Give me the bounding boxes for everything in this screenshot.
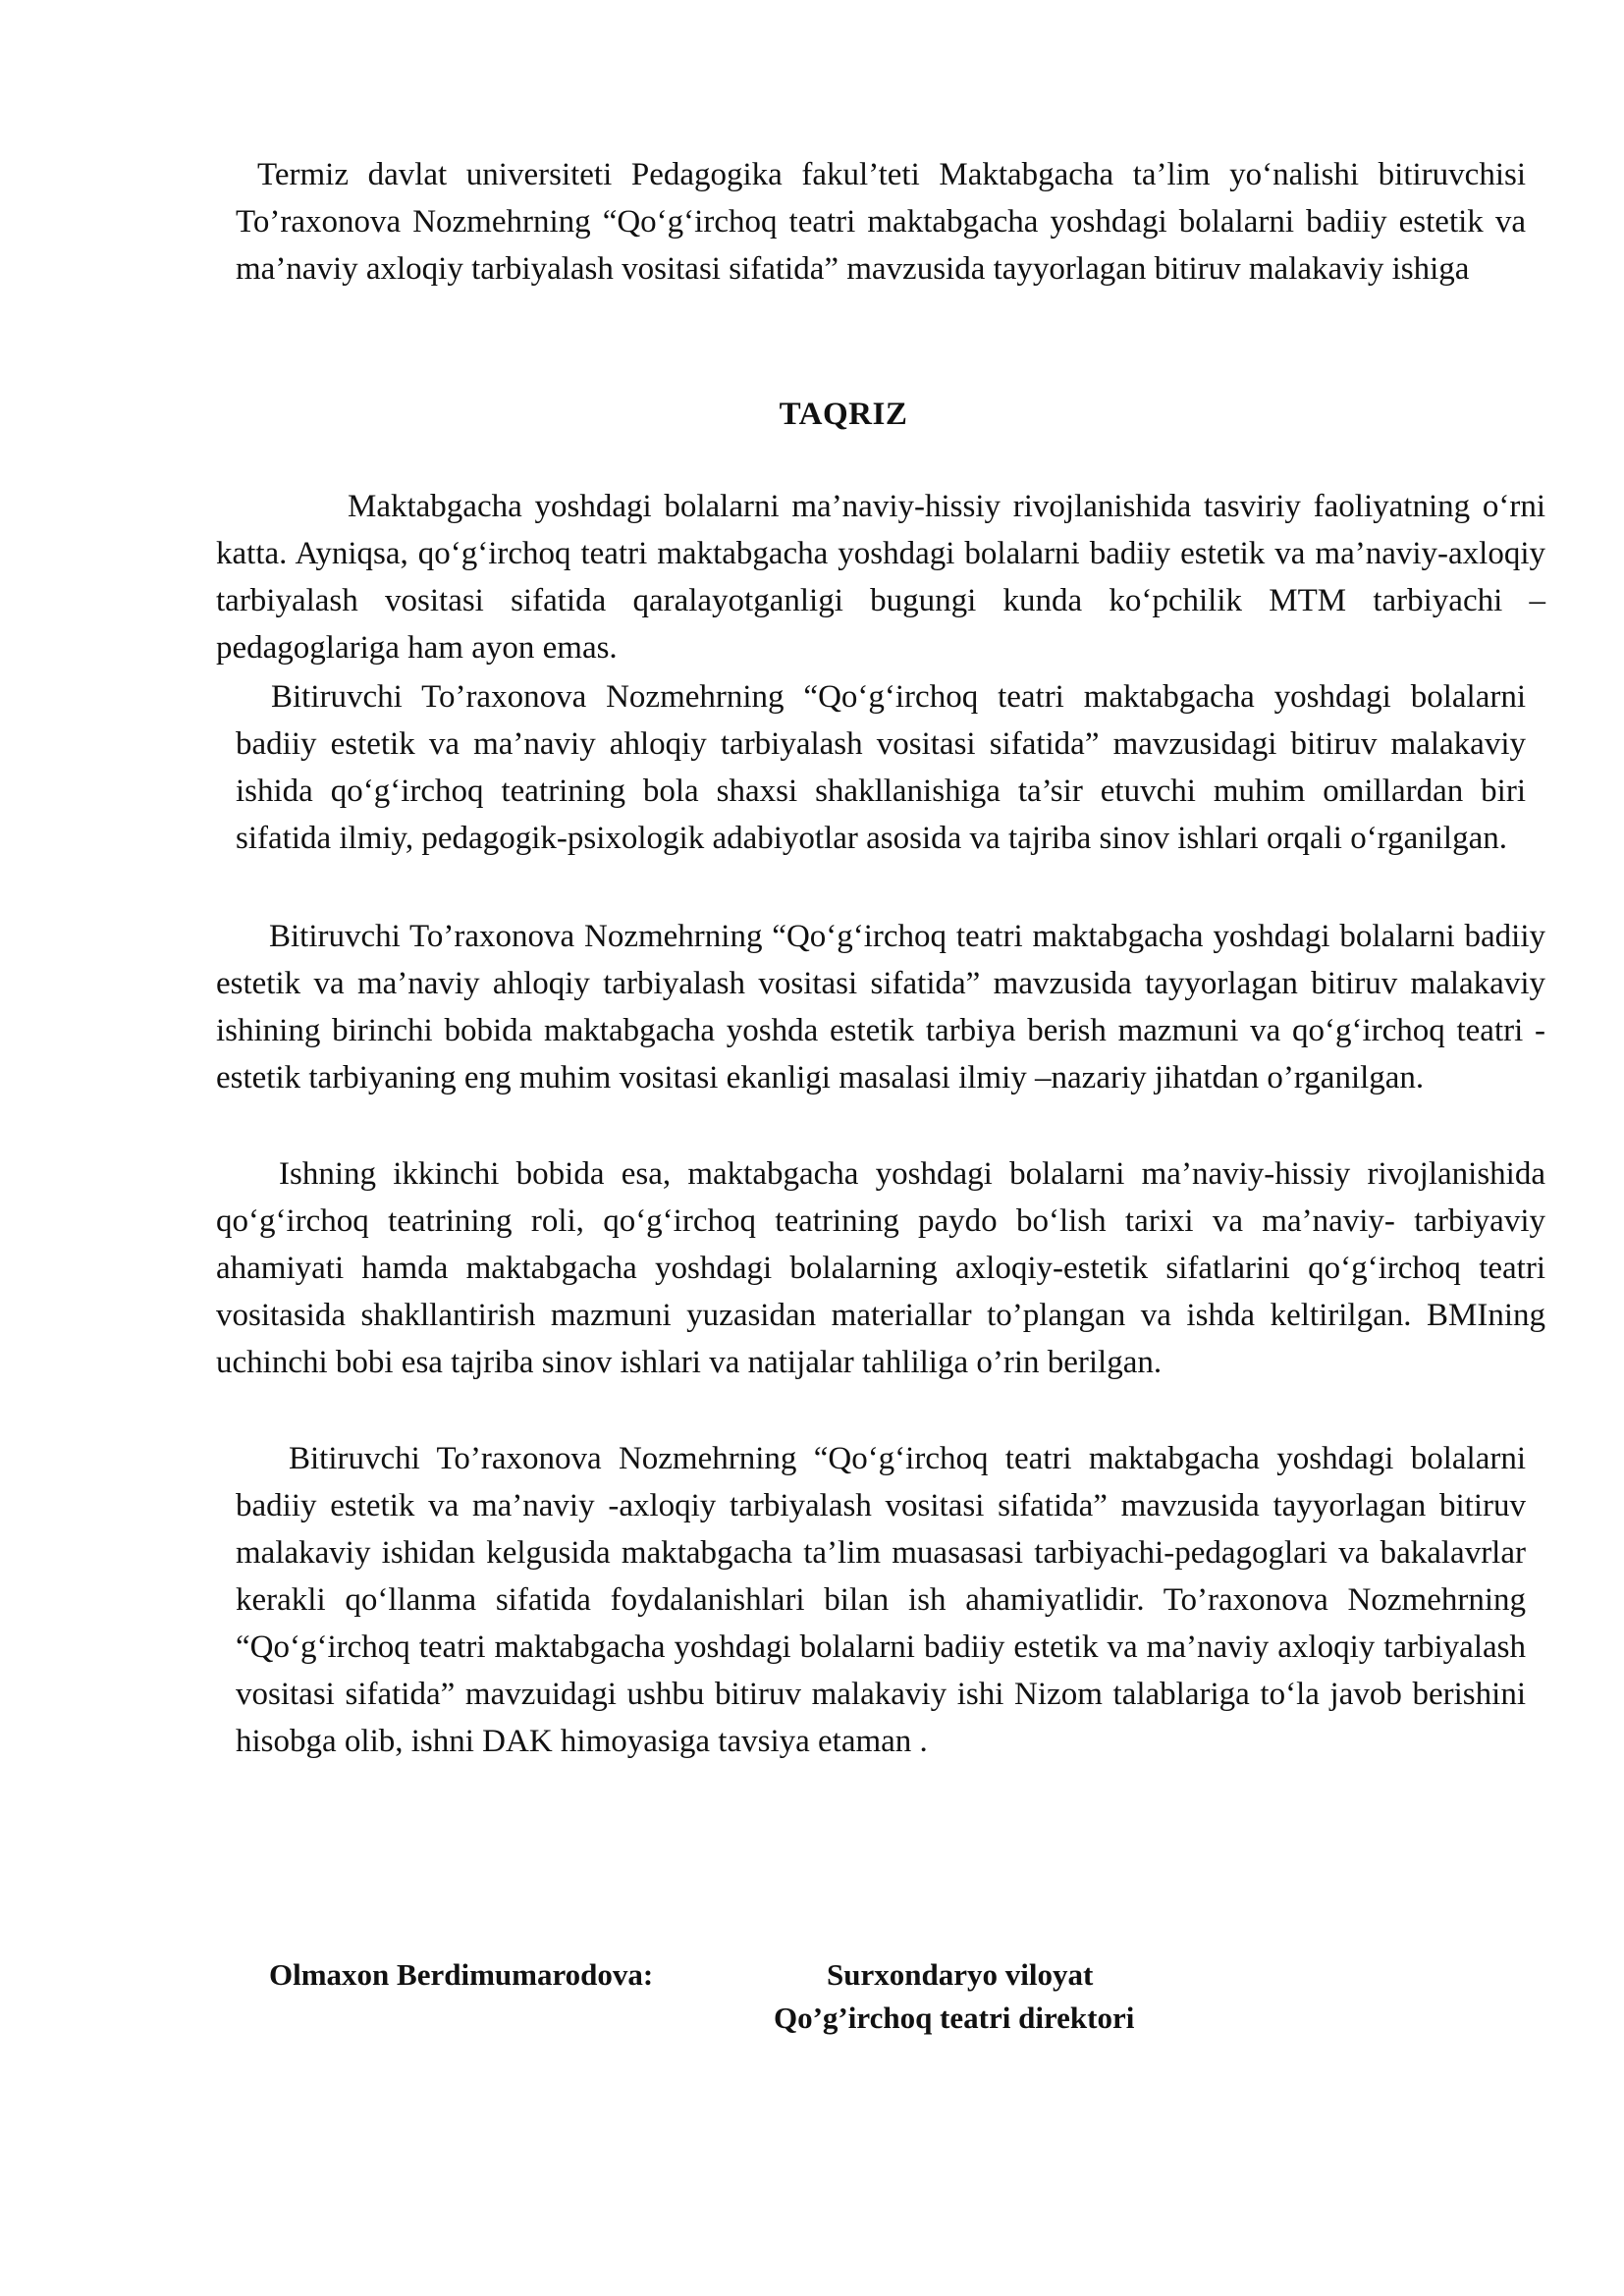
signatory-name: Olmaxon Berdimumarodova: [269,1957,654,1992]
signatory-organization-line-1: Surxondaryo viloyat [827,1957,1094,1992]
body-paragraph-4: Ishning ikkinchi bobida esa, maktabgacha yoshdagi bolalarni ma’naviy-hissiy rivojlanishida qo‘g‘irchoq teatrining roli, qo‘g‘irchoq teatrining paydo bo‘lish tarixi va ma’naviy- tarbiyaviy ahamiyati hamda maktabgacha yoshdagi bolalarning axloqiy-estetik sifatlarini qo‘g‘irchoq teatri vositasida shakllantirish mazmuni yuzasidan materiallar to’plangan va ishda keltirilgan. BMIning uchinchi bobi esa tajriba sinov ishlari va natijalar tahliliga o’rin berilgan. [216,1156,1545,1380]
intro-paragraph: Termiz davlat universiteti Pedagogika fakul’teti Maktabgacha ta’lim yo‘nalishi bitiruvchisi To’raxonova Nozmehrning “Qo‘g‘irchoq teatri maktabgacha yoshdagi bolalarni badiiy estetik va ma’naviy axloqiy tarbiyalash vositasi sifatida” mavzusida tayyorlagan bitiruv malakaviy ishiga [236,157,1526,287]
document-title: TAQRIZ [779,397,908,432]
body-paragraph-1: Maktabgacha yoshdagi bolalarni ma’naviy-hissiy rivojlanishida tasviriy faoliyatning o‘rni katta. Ayniqsa, qo‘g‘irchoq teatri maktabgacha yoshdagi bolalarni badiiy estetik va ma’naviy-axloqiy tarbiyalash vositasi sifatida qaralayotganligi bugungi kunda ko‘pchilik MTM tarbiyachi –pedagoglariga ham ayon emas. [216,489,1545,666]
body-paragraph-5: Bitiruvchi To’raxonova Nozmehrning “Qo‘g‘irchoq teatri maktabgacha yoshdagi bolalarni badiiy estetik va ma’naviy -axloqiy tarbiyalash vositasi sifatida” mavzusida tayyorlagan bitiruv malakaviy ishidan kelgusida maktabgacha ta’lim muasasasi tarbiyachi-pedagoglari va bakalavrlar kerakli qo‘llanma sifatida foydalanishlari bilan ish ahamiyatlidir. To’raxonova Nozmehrning “Qo‘g‘irchoq teatri maktabgacha yoshdagi bolalarni badiiy estetik va ma’naviy axloqiy tarbiyalash vositasi sifatida” mavzuidagi ushbu bitiruv malakaviy ishi Nizom talablariga to‘la javob berishini hisobga olib, ishni DAK himoyasiga tavsiya etaman . [236,1441,1526,1759]
body-paragraph-3: Bitiruvchi To’raxonova Nozmehrning “Qo‘g‘irchoq teatri maktabgacha yoshdagi bolalarni badiiy estetik va ma’naviy ahloqiy tarbiyalash vositasi sifatida” mavzusida tayyorlagan bitiruv malakaviy ishining birinchi bobida maktabgacha yoshda estetik tarbiya berish mazmuni va qo‘g‘irchoq teatri - estetik tarbiyaning eng muhim vositasi ekanligi masalasi ilmiy –nazariy jihatdan o’rganilgan. [216,919,1545,1095]
body-paragraph-2: Bitiruvchi To’raxonova Nozmehrning “Qo‘g‘irchoq teatri maktabgacha yoshdagi bolalarni badiiy estetik va ma’naviy ahloqiy tarbiyalash vositasi sifatida” mavzusidagi bitiruv malakaviy ishida qo‘g‘irchoq teatrining bola shaxsi shakllanishiga ta’sir etuvchi muhim omillardan biri sifatida ilmiy, pedagogik-psixologik adabiyotlar asosida va tajriba sinov ishlari orqali o‘rganilgan. [236,679,1526,856]
signatory-organization-line-2: Qo’g’irchoq teatri direktori [774,2001,1135,2035]
